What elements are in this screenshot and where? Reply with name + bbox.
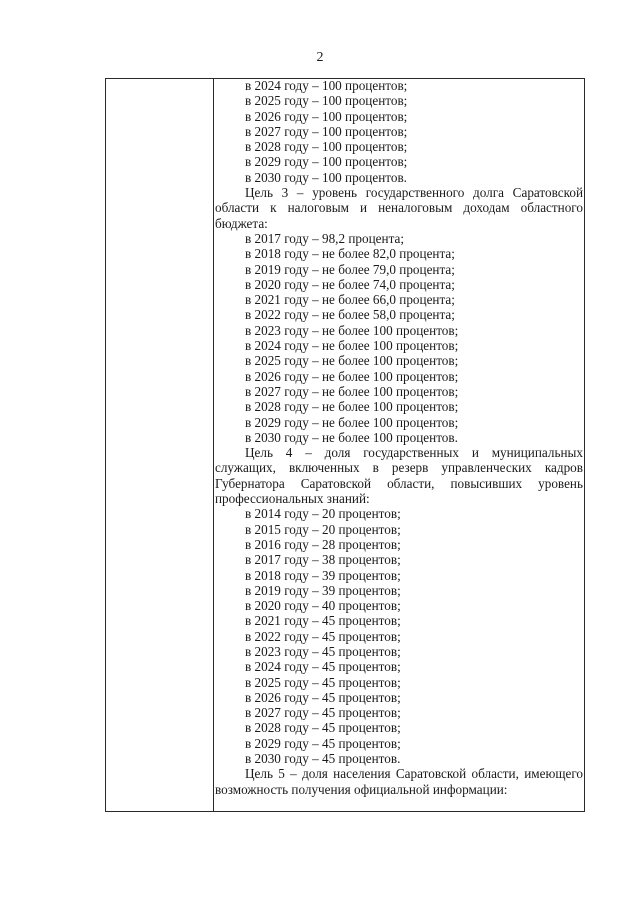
- list-item: в 2027 году – 45 процентов;: [245, 705, 401, 721]
- list-item: в 2027 году – 100 процентов;: [245, 123, 408, 139]
- list-item: в 2018 году – 39 процентов;: [245, 567, 401, 583]
- list-item: в 2030 году – 100 процентов.: [245, 169, 407, 185]
- list-item: в 2025 году – не более 100 процентов;: [245, 353, 459, 369]
- list-item: в 2030 году – 45 процентов.: [245, 751, 401, 767]
- list-item: в 2030 году – не более 100 процентов.: [245, 429, 458, 445]
- list-item: в 2029 году – 45 процентов;: [245, 735, 401, 751]
- list-item: в 2020 году – 40 процентов;: [245, 598, 401, 614]
- goal3-heading: Цель 3 – уровень государственного долга Саратовской области к налоговым и неналоговым доходам областного бюджета:: [215, 185, 583, 231]
- list-item: в 2028 году – 100 процентов;: [245, 139, 408, 155]
- goal4-heading: Цель 4 – доля государственных и муниципальных служащих, включенных в резерв управленческих кадров Губернатора Саратовской области, повысивших уровень профессиональных знаний:: [215, 445, 583, 507]
- list-item: в 2023 году – 45 процентов;: [245, 643, 401, 659]
- list-item: в 2022 году – 45 процентов;: [245, 628, 401, 644]
- list-item: в 2029 году – 100 процентов;: [245, 154, 408, 170]
- list-item: в 2021 году – 45 процентов;: [245, 613, 401, 629]
- list-item: в 2028 году – 45 процентов;: [245, 720, 401, 736]
- list-item: в 2025 году – 45 процентов;: [245, 674, 401, 690]
- list-item: в 2026 году – 100 процентов;: [245, 108, 408, 124]
- list-item: в 2021 году – не более 66,0 процента;: [245, 292, 455, 308]
- list-item: в 2016 году – 28 процентов;: [245, 536, 401, 552]
- goal5-heading: Цель 5 – доля населения Саратовской области, имеющего возможность получения официальной информации:: [215, 766, 583, 797]
- table-content-cell: [215, 78, 583, 797]
- column-divider: [213, 78, 214, 812]
- goal3-list: [215, 231, 583, 445]
- list-item: в 2024 году – 100 процентов;: [245, 78, 408, 93]
- list-item: в 2028 году – не более 100 процентов;: [245, 399, 459, 415]
- list-item: в 2029 году – не более 100 процентов;: [245, 414, 459, 430]
- goal4-list: [215, 506, 583, 766]
- list-item: в 2026 году – не более 100 процентов;: [245, 368, 459, 384]
- list-item: в 2024 году – 45 процентов;: [245, 659, 401, 675]
- list-item: в 2026 году – 45 процентов;: [245, 689, 401, 705]
- goal2-tail-list: [215, 78, 583, 185]
- list-item: в 2019 году – 39 процентов;: [245, 582, 401, 598]
- list-item: в 2022 году – не более 58,0 процента;: [245, 307, 455, 323]
- list-item: в 2014 году – 20 процентов;: [245, 506, 401, 522]
- list-item: в 2027 году – не более 100 процентов;: [245, 383, 459, 399]
- list-item: в 2017 году – 98,2 процента;: [245, 230, 405, 246]
- list-item: в 2020 году – не более 74,0 процента;: [245, 276, 455, 292]
- list-item: в 2019 году – не более 79,0 процента;: [245, 261, 455, 277]
- list-item: в 2017 году – 38 процентов;: [245, 552, 401, 568]
- list-item: в 2025 году – 100 процентов;: [245, 93, 408, 109]
- list-item: в 2018 году – не более 82,0 процента;: [245, 246, 455, 262]
- page-number: 2: [316, 50, 324, 65]
- list-item: в 2023 году – не более 100 процентов;: [245, 322, 459, 338]
- list-item: в 2015 году – 20 процентов;: [245, 521, 401, 537]
- list-item: в 2024 году – не более 100 процентов;: [245, 338, 459, 354]
